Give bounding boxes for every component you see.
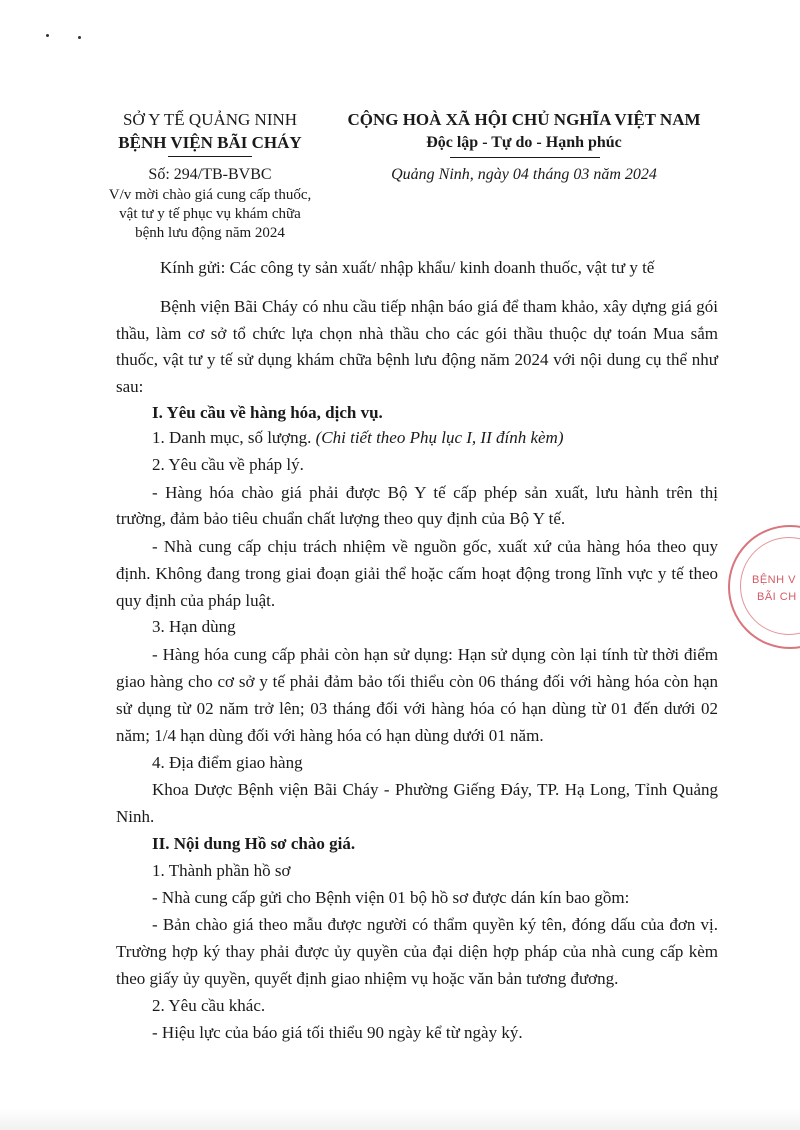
intro-line: sau:: [116, 377, 144, 396]
section-1-item-1: [152, 428, 564, 448]
motto-underline: [450, 157, 600, 158]
intro-line: Bệnh viện Bãi Cháy có nhu cầu tiếp nhận báo giá để tham khảo, xây dựng giá gói: [160, 297, 718, 316]
expiry-line: giao hàng cho cơ sở y tế phải đảm bảo tối thiểu còn 06 tháng đối với hàng hóa còn hạn: [116, 672, 718, 691]
section-1-item-4: 4. Địa điểm giao hàng: [152, 753, 303, 772]
scan-speck: [78, 36, 81, 39]
dossier-line: - Bản chào giá theo mẫu được người có thẩm quyền ký tên, đóng dấu của đơn vị.: [152, 915, 718, 934]
expiry-line: sử dụng từ 02 năm trở lên; 03 tháng đối với hàng hóa có hạn dùng từ 01 đến dưới 02: [116, 699, 718, 718]
section-1-item-3: 3. Hạn dùng: [152, 617, 236, 636]
section-2-item-2: 2. Yêu cầu khác.: [152, 996, 266, 1015]
country-name: CỘNG HOÀ XÃ HỘI CHỦ NGHĨA VIỆT NAM: [347, 110, 701, 129]
hospital-name: BỆNH VIỆN BÃI CHÁY: [118, 133, 302, 152]
place-and-date: Quảng Ninh, ngày 04 tháng 03 năm 2024: [391, 166, 657, 183]
item-1-note: (Chi tiết theo Phụ lục I, II đính kèm): [315, 428, 564, 447]
stamp-text: BỆNH V: [752, 574, 796, 586]
legal-line: - Hàng hóa chào giá phải được Bộ Y tế cấp phép sản xuất, lưu hành trên thị: [152, 483, 718, 502]
location-line: Ninh.: [116, 807, 155, 826]
legal-line: định. Không đang trong giai đoạn giải thể hoặc cấm hoạt động trong lĩnh vực y tế theo: [116, 564, 718, 583]
intro-line: thầu, làm cơ sở tổ chức lựa chọn nhà thầu cho các gói thầu thuộc dự toán Mua sắm: [116, 324, 718, 343]
item-1-label: 1. Danh mục, số lượng.: [152, 428, 316, 447]
legal-line: - Nhà cung cấp chịu trách nhiệm về nguồn gốc, xuất xứ của hàng hóa theo quy: [152, 537, 718, 556]
expiry-line: năm; 1/4 hạn dùng đối với hàng hóa có hạn dùng dưới 01 năm.: [116, 726, 544, 745]
subject-line: vật tư y tế phục vụ khám chữa: [119, 206, 301, 222]
intro-line: thuốc, vật tư y tế sử dụng khám chữa bệnh lưu động năm 2024 với nội dung cụ thể như: [116, 350, 718, 369]
dossier-line: theo giấy ủy quyền, quyết định giao nhiệm vụ hoặc văn bản tương đương.: [116, 969, 619, 988]
national-motto: Độc lập - Tự do - Hạnh phúc: [426, 134, 622, 151]
location-line: Khoa Dược Bệnh viện Bãi Cháy - Phường Giếng Đáy, TP. Hạ Long, Tỉnh Quảng: [152, 780, 718, 799]
subject-line: bệnh lưu động năm 2024: [135, 225, 285, 241]
department-name: SỞ Y TẾ QUẢNG NINH: [122, 110, 298, 129]
hospital-underline: [168, 156, 252, 157]
expiry-line: - Hàng hóa cung cấp phải còn hạn sử dụng: Hạn sử dụng còn lại tính từ thời điểm: [152, 645, 718, 664]
stamp-text: BÃI CH: [757, 591, 797, 603]
section-2-item-1: 1. Thành phần hồ sơ: [152, 861, 291, 880]
section-2-title: II. Nội dung Hồ sơ chào giá.: [152, 834, 356, 853]
document-number: Số: 294/TB-BVBC: [148, 166, 272, 183]
scan-bottom-edge: [0, 1108, 800, 1130]
section-1-item-2: 2. Yêu cầu về pháp lý.: [152, 455, 304, 474]
section-1-title: I. Yêu cầu về hàng hóa, dịch vụ.: [152, 403, 383, 422]
legal-line: trường, đảm bảo tiêu chuẩn chất lượng theo quy định của Bộ Y tế.: [116, 509, 566, 528]
scan-speck: [46, 34, 49, 37]
recipient-line: Kính gửi: Các công ty sản xuất/ nhập khẩu/ kinh doanh thuốc, vật tư y tế: [160, 258, 655, 277]
dossier-line: Trường hợp ký thay phải được ủy quyền của đại diện hợp pháp của nhà cung cấp kèm: [116, 942, 718, 961]
legal-line: quy định của pháp luật.: [116, 591, 276, 610]
other-requirement-line: - Hiệu lực của báo giá tối thiểu 90 ngày kể từ ngày ký.: [152, 1023, 523, 1042]
subject-line: V/v mời chào giá cung cấp thuốc,: [108, 187, 312, 203]
dossier-line: - Nhà cung cấp gửi cho Bệnh viện 01 bộ hồ sơ được dán kín bao gồm:: [152, 888, 630, 907]
